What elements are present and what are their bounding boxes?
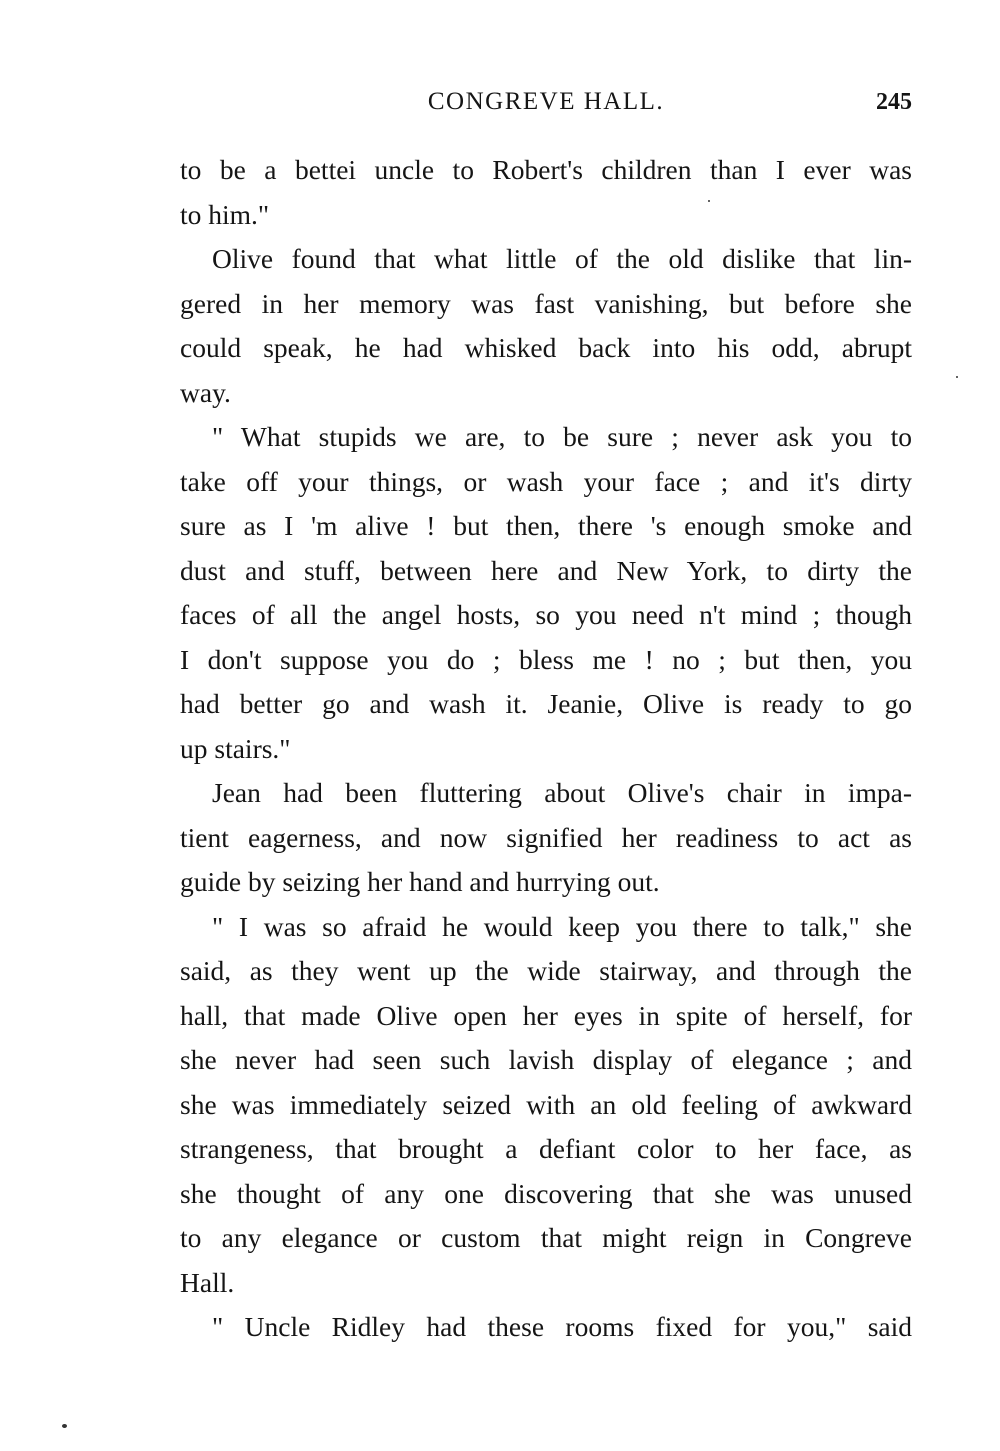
text-line: she was immediately seized with an old feeling of awkward [180, 1088, 912, 1120]
text-line: she never had seen such lavish display of elegance ; and [180, 1044, 912, 1075]
text-line: take off your things, or wash your face ; and it's dirty [180, 465, 912, 497]
text-line: Olive found that what little of the old dislike that lin- [212, 243, 912, 274]
body-text [180, 148, 912, 1350]
scan-speck [708, 200, 710, 202]
scan-speck [956, 376, 958, 378]
text-line: dust and stuff, between here and New York, to dirty the [180, 554, 912, 586]
text-line: hall, that made Olive open her eyes in spite of herself, for [180, 999, 912, 1031]
text-line: to be a bettei uncle to Robert's children than I ever was [180, 154, 912, 185]
text-line: strangeness, that brought a defiant color to her face, as [180, 1133, 912, 1164]
text-line: to him." [180, 198, 270, 230]
text-line: Hall. [180, 1266, 235, 1298]
text-line: " What stupids we are, to be sure ; never ask you to [212, 421, 912, 452]
text-line: " Uncle Ridley had these rooms fixed for you," said [212, 1311, 912, 1342]
running-header [180, 84, 912, 120]
text-line: sure as I 'm alive ! but then, there 's enough smoke and [180, 510, 912, 541]
text-line: I don't suppose you do ; bless me ! no ; but then, you [180, 643, 912, 675]
text-line: had better go and wash it. Jeanie, Olive is ready to go [180, 688, 912, 719]
text-line: faces of all the angel hosts, so you need n't mind ; though [180, 599, 912, 630]
text-line: tient eagerness, and now signified her readiness to act as [180, 821, 912, 853]
text-line: could speak, he had whisked back into his odd, abrupt [180, 332, 912, 363]
text-line: guide by seizing her hand and hurrying out. [180, 866, 660, 897]
running-title: CONGREVE HALL. [427, 88, 665, 115]
text-line: way. [180, 376, 231, 408]
text-line: " I was so afraid he would keep you there to talk," she [212, 910, 912, 942]
text-line: she thought of any one discovering that she was unused [180, 1177, 912, 1209]
text-line: said, as they went up the wide stairway, and through the [180, 955, 912, 986]
text-line: up stairs." [180, 732, 291, 764]
text-line: Jean had been fluttering about Olive's chair in impa- [212, 777, 912, 808]
text-line: to any elegance or custom that might reign in Congreve [180, 1222, 912, 1253]
scan-speck [62, 1424, 67, 1428]
text-line: gered in her memory was fast vanishing, but before she [180, 287, 912, 319]
page-number: 245 [876, 89, 912, 115]
